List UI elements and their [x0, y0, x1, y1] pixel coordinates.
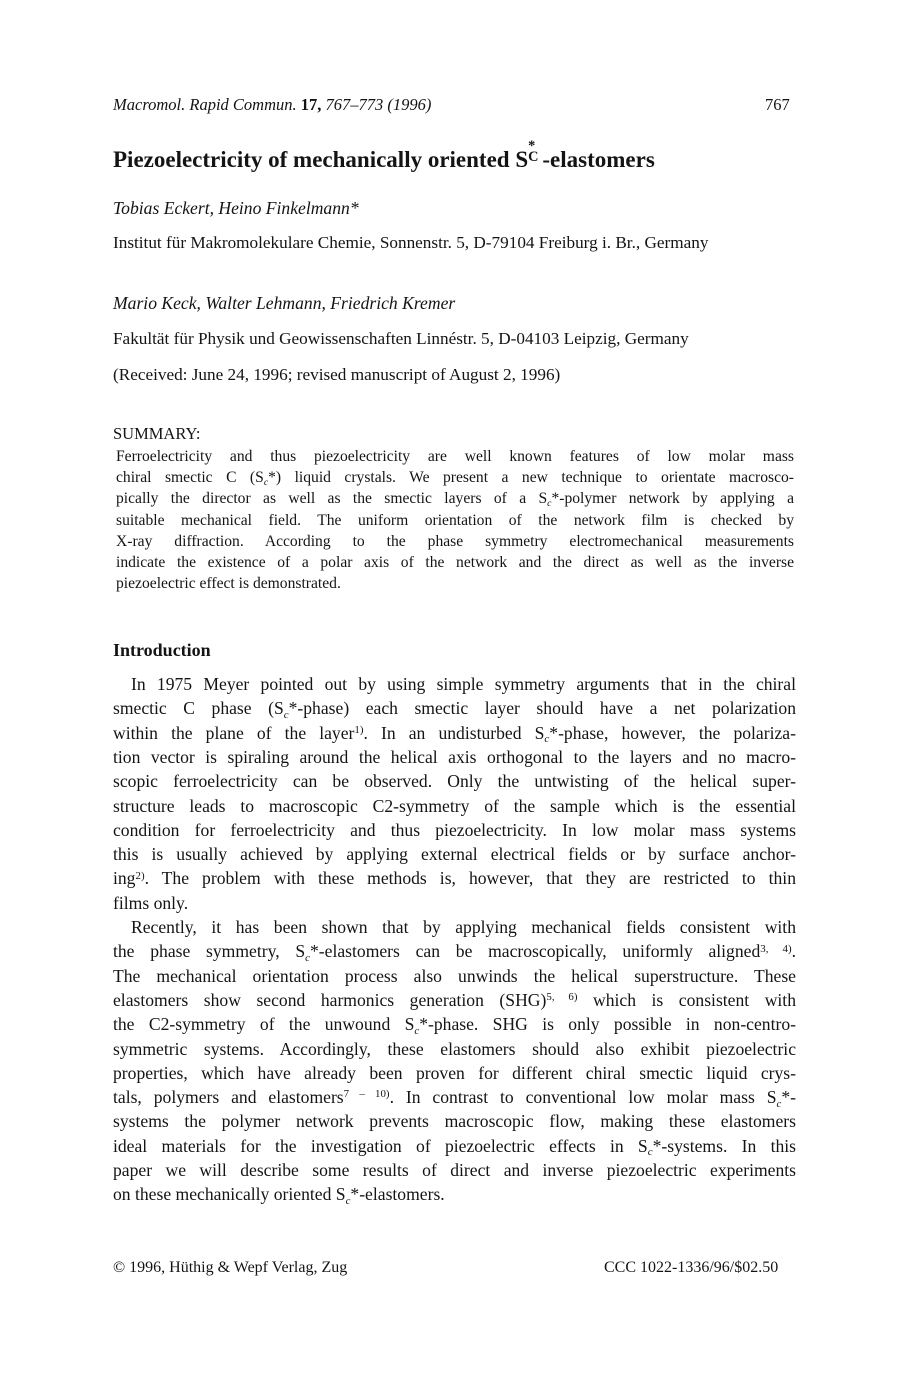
introduction-line — [113, 990, 796, 1011]
text-run: *-elastomers can be macroscopically, uniformly aligned — [310, 941, 761, 962]
introduction-line — [113, 698, 796, 719]
text-run: ideal materials for the investigation of piezoelectric effects in S — [113, 1135, 648, 1156]
text-run: films only. — [113, 892, 189, 913]
institution-1: Institut für Makromolekulare Chemie, Sonnenstr. 5, D-79104 Freiburg i. Br., Germany — [113, 233, 709, 252]
text-run: which is consistent with — [577, 989, 796, 1010]
introduction-line — [113, 1160, 796, 1181]
introduction-line — [113, 796, 796, 817]
subscript: c — [647, 1146, 653, 1159]
copyright-notice: © 1996, Hüthig & Wepf Verlag, Zug — [113, 1259, 348, 1276]
introduction-heading: Introduction — [113, 640, 211, 660]
subscript: c — [345, 1194, 351, 1207]
text-run: In 1975 Meyer pointed out by using simple symmetry arguments that in the chiral — [131, 674, 796, 694]
text-run: piezoelectric effect is demonstrated. — [116, 575, 341, 593]
introduction-line — [113, 723, 796, 744]
text-run: systems the polymer network prevents macroscopic flow, making these elastomers — [113, 1111, 796, 1132]
text-run: *-elastomers. — [350, 1184, 445, 1205]
citation-superscript: 2) — [135, 869, 145, 882]
summary-line — [116, 533, 794, 551]
subscript: c — [547, 498, 552, 510]
title-suffix: -elastomers — [542, 147, 655, 172]
text-run: chiral smectic C (S — [116, 469, 264, 487]
ccc-code: CCC 1022-1336/96/$02.50 — [604, 1259, 779, 1276]
text-run: the phase symmetry, S — [113, 941, 306, 962]
summary-line — [116, 575, 794, 593]
text-run: within the plane of the layer — [113, 722, 355, 743]
citation-superscript: 7 – 10) — [343, 1088, 390, 1101]
text-run: structure leads to macroscopic C2-symmetry of the sample which is the essential — [113, 795, 796, 816]
introduction-line — [113, 1111, 796, 1132]
journal-name: Macromol. Rapid Commun. — [113, 95, 297, 114]
running-header-journal — [113, 95, 431, 115]
paper-title — [113, 138, 655, 173]
title-phase-symbol — [528, 138, 542, 167]
introduction-line — [113, 747, 796, 768]
journal-pages-year: 767–773 (1996) — [325, 95, 432, 114]
summary-line — [116, 512, 794, 530]
text-run: Recently, it has been shown that by applying mechanical fields consistent with — [131, 917, 796, 937]
text-run: suitable mechanical field. The uniform orientation of the network film is checked by — [116, 511, 794, 529]
text-run: *-phase, however, the polariza- — [549, 722, 796, 743]
summary-line — [116, 554, 794, 572]
text-run: on these mechanically oriented S — [113, 1184, 346, 1205]
text-run: *-phase. SHG is only possible in non-centro- — [419, 1014, 796, 1035]
text-run: *- — [781, 1087, 796, 1108]
introduction-line — [113, 1039, 796, 1060]
received-dates: (Received: June 24, 1996; revised manuscript of August 2, 1996) — [113, 365, 561, 384]
text-run: elastomers show second harmonics generation (SHG) — [113, 989, 547, 1010]
introduction-line — [113, 771, 796, 792]
text-run: *) liquid crystals. We present a new technique to orientate macrosco- — [268, 469, 794, 487]
text-run: properties, which have already been proven for different chiral smectic liquid crys- — [113, 1062, 796, 1083]
text-run: indicate the existence of a polar axis of the network and the direct as well as the inverse — [116, 554, 794, 571]
citation-superscript: 3, 4) — [760, 942, 792, 955]
text-run: *-phase) each smectic layer should have a net polarization — [288, 698, 796, 719]
introduction-line — [113, 941, 796, 962]
title-sub: C — [528, 149, 539, 166]
text-run: tion vector is spiraling around the helical axis orthogonal to the layers and no macro- — [113, 746, 796, 767]
introduction-line — [113, 1063, 796, 1084]
text-run: Ferroelectricity and thus piezoelectricity are well known features of low molar mass — [116, 448, 794, 465]
text-run: ing — [113, 868, 136, 889]
text-run: paper we will describe some results of direct and inverse piezoelectric experiments — [113, 1160, 796, 1180]
subscript: c — [544, 733, 550, 746]
introduction-line — [113, 844, 796, 865]
text-run: tals, polymers and elastomers — [113, 1087, 344, 1108]
subscript: c — [263, 477, 269, 489]
institution-2: Fakultät für Physik und Geowissenschaften Linnéstr. 5, D-04103 Leipzig, Germany — [113, 329, 689, 348]
subscript: c — [414, 1024, 420, 1037]
text-run: smectic C phase (S — [113, 698, 284, 719]
text-run: scopic ferroelectricity can be observed. Only the untwisting of the helical super- — [113, 771, 796, 792]
text-run: symmetric systems. Accordingly, these elastomers should also exhibit piezoelectric — [113, 1038, 796, 1059]
introduction-line — [113, 893, 796, 914]
text-run: *-polymer network by applying a — [551, 490, 794, 508]
text-run: . The problem with these methods is, however, that they are restricted to thin — [144, 868, 796, 889]
text-run: . In contrast to conventional low molar mass S — [389, 1087, 777, 1108]
authors-1: Tobias Eckert, Heino Finkelmann* — [113, 198, 359, 218]
text-run: The mechanical orientation process also unwinds the helical superstructure. These — [113, 965, 796, 986]
introduction-line — [113, 1087, 796, 1108]
introduction-line — [113, 1136, 796, 1157]
text-run: . In an undisturbed S — [363, 722, 545, 743]
text-run: *-systems. In this — [652, 1135, 796, 1156]
title-sup: * — [528, 138, 536, 155]
subscript: c — [776, 1097, 782, 1110]
introduction-line — [131, 917, 796, 938]
citation-superscript: 1) — [354, 723, 364, 736]
introduction-line — [131, 674, 796, 695]
text-run: X-ray diffraction. According to the phase symmetry electromechanical measurements — [116, 532, 794, 550]
authors-2: Mario Keck, Walter Lehmann, Friedrich Kremer — [113, 293, 456, 313]
subscript: c — [305, 951, 310, 964]
introduction-line — [113, 966, 796, 987]
citation-superscript: 5, 6) — [546, 991, 578, 1004]
text-run: this is usually achieved by applying external electrical fields or by surface anchor- — [113, 844, 796, 865]
introduction-line — [113, 868, 796, 889]
introduction-line — [113, 820, 796, 841]
summary-line — [116, 448, 794, 466]
subscript: c — [283, 708, 289, 721]
text-run: . — [791, 941, 796, 962]
introduction-line — [113, 1014, 796, 1035]
text-run: condition for ferroelectricity and thus piezoelectricity. In low molar mass systems — [113, 819, 796, 840]
text-run: the C2-symmetry of the unwound S — [113, 1014, 415, 1035]
introduction-line — [113, 1184, 796, 1205]
summary-heading: SUMMARY: — [113, 424, 201, 443]
title-text: Piezoelectricity of mechanically oriented S — [113, 147, 529, 172]
summary-line — [116, 469, 794, 487]
journal-volume: 17, — [300, 95, 322, 114]
page-number: 767 — [765, 95, 790, 114]
text-run: pically the director as well as the smectic layers of a S — [116, 490, 548, 508]
summary-line — [116, 490, 794, 508]
